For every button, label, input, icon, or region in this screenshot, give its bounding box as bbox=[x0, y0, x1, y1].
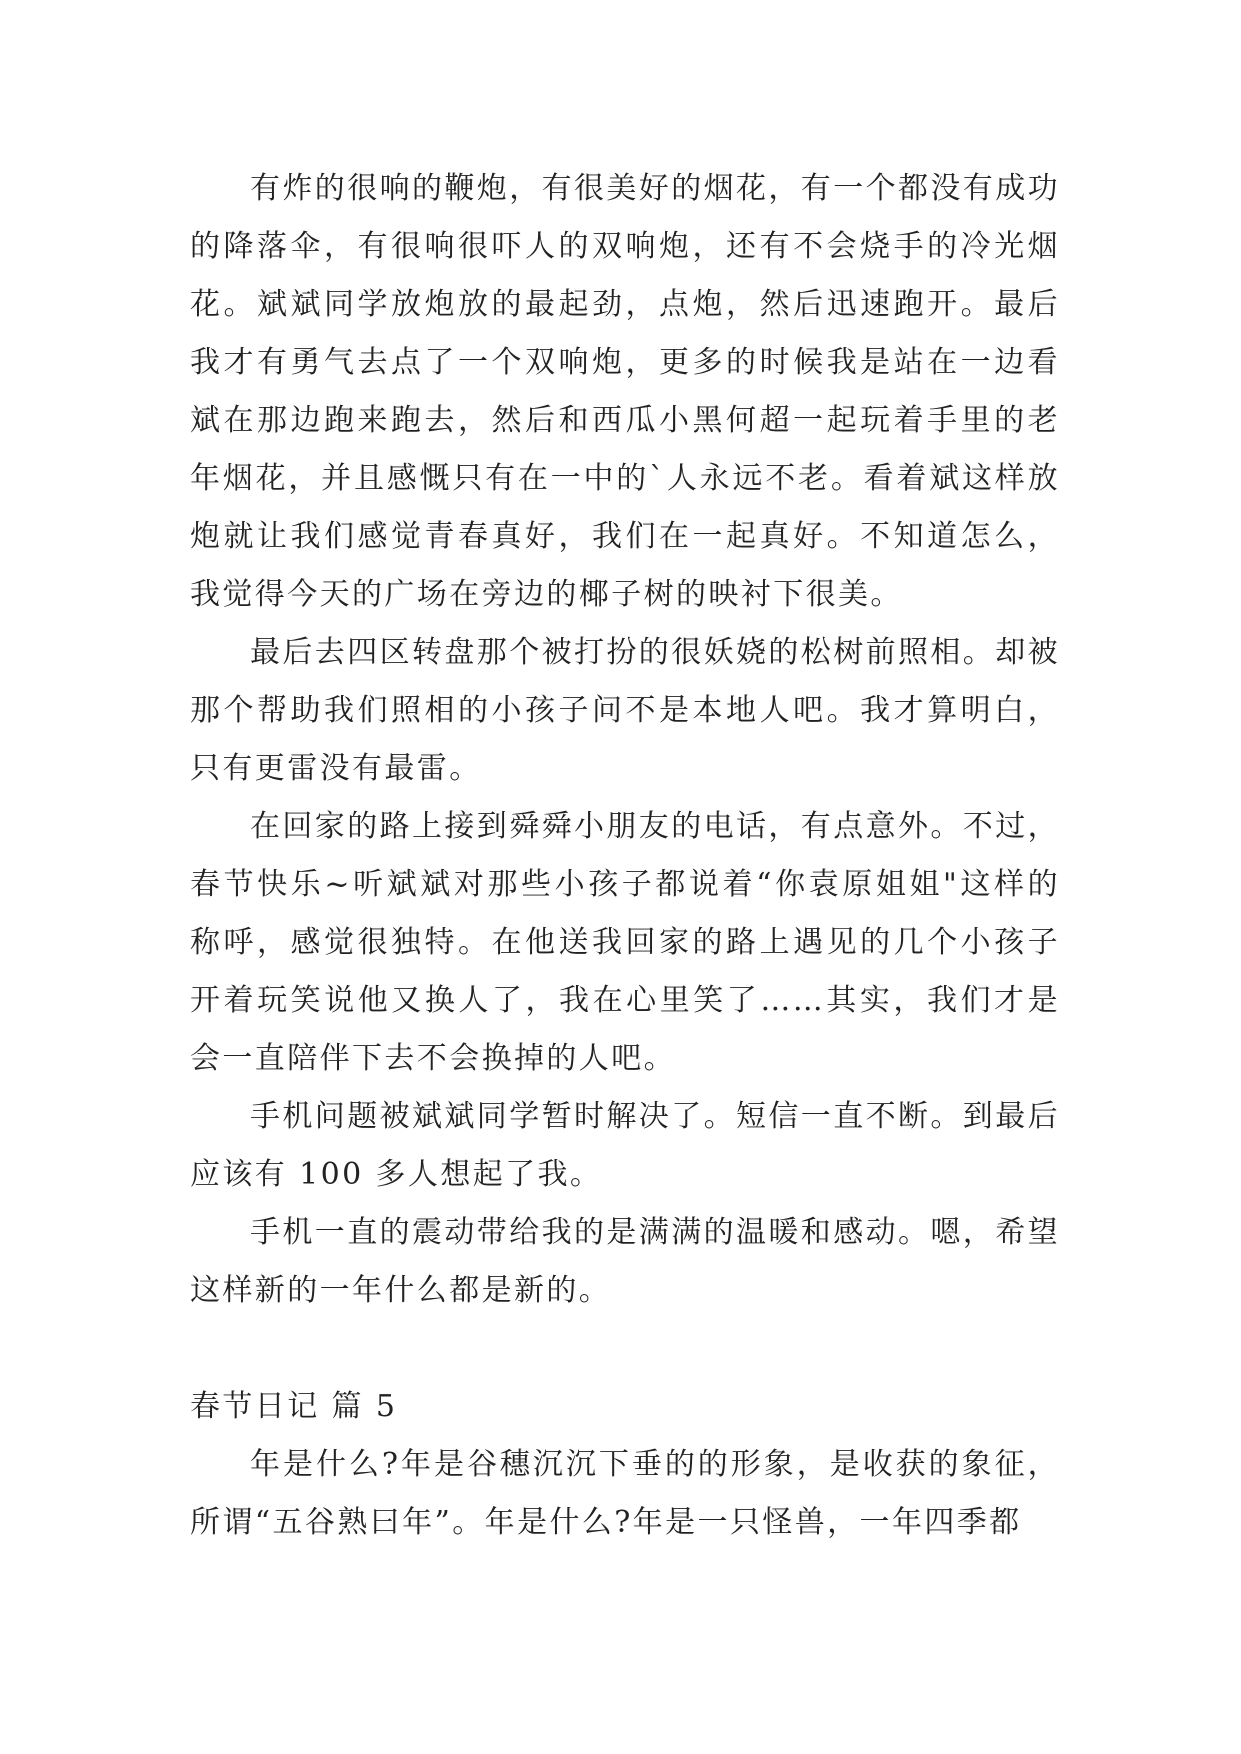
document-body bbox=[190, 160, 1060, 1552]
paragraph: 在回家的路上接到舜舜小朋友的电话，有点意外。不过，春节快乐~听斌斌对那些小孩子都说着“你袁原姐姐"这样的称呼，感觉很独特。在他送我回家的路上遇见的几个小孩子开着玩笑说他又换人了，我在心里笑了……其实，我们才是会一直陪伴下去不会换掉的人吧。 bbox=[190, 809, 1060, 1076]
paragraph: 手机问题被斌斌同学暂时解决了。短信一直不断。到最后应该有 100 多人想起了我。 bbox=[190, 1099, 1060, 1192]
paragraph: 年是什么?年是谷穗沉沉下垂的的形象，是收获的象征，所谓“五谷熟曰年”。年是什么?年是一只怪兽，一年四季都 bbox=[190, 1447, 1060, 1540]
paragraph: 最后去四区转盘那个被打扮的很妖娆的松树前照相。却被那个帮助我们照相的小孩子问不是本地人吧。我才算明白，只有更雷没有最雷。 bbox=[190, 635, 1060, 786]
section-heading: 春节日记 篇 5 bbox=[190, 1389, 398, 1424]
paragraph: 手机一直的震动带给我的是满满的温暖和感动。嗯，希望这样新的一年什么都是新的。 bbox=[190, 1215, 1060, 1308]
paragraph: 有炸的很响的鞭炮，有很美好的烟花，有一个都没有成功的降落伞，有很响很吓人的双响炮，还有不会烧手的冷光烟花。斌斌同学放炮放的最起劲，点炮，然后迅速跑开。最后我才有勇气去点了一个双响炮，更多的时候我是站在一边看斌在那边跑来跑去，然后和西瓜小黑何超一起玩着手里的老年烟花，并且感慨只有在一中的`人永远不老。看着斌这样放炮就让我们感觉青春真好，我们在一起真好。不知道怎么，我觉得今天的广场在旁边的椰子树的映衬下很美。 bbox=[190, 171, 1060, 612]
